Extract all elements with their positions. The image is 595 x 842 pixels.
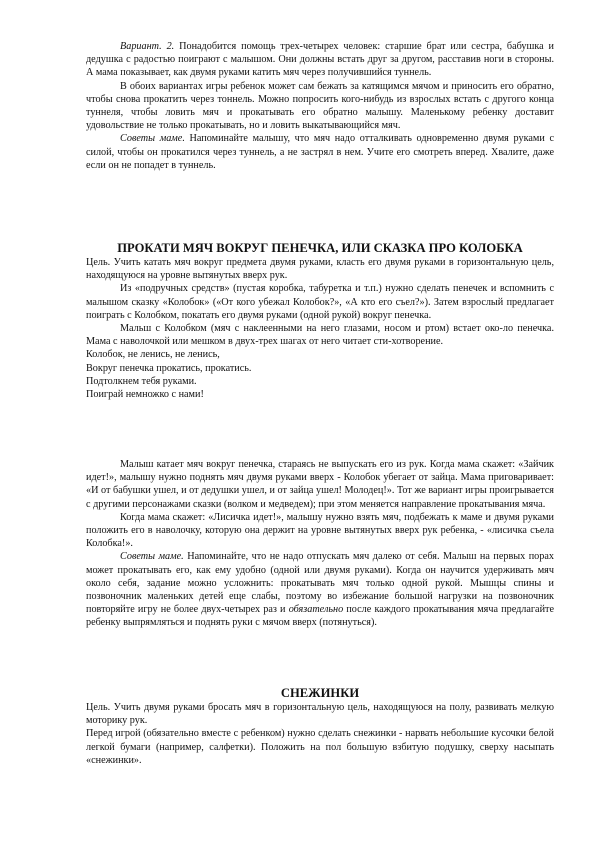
verse-line: Подтолкнем тебя руками. xyxy=(86,375,197,387)
mom-tips-label: Советы маме. xyxy=(120,133,185,145)
section-kolobok xyxy=(86,241,554,401)
kolobok-verse xyxy=(86,348,554,401)
section-tunnel-game xyxy=(86,40,554,172)
kolobok-title: ПРОКАТИ МЯЧ ВОКРУГ ПЕНЕЧКА, ИЛИ СКАЗКА ПРО КОЛОБКА xyxy=(117,241,523,255)
verse-line: Поиграй немножко с нами! xyxy=(86,389,204,401)
section-kolobok-continued xyxy=(86,458,554,630)
mom-tips-paragraph xyxy=(86,132,554,172)
verse-line: Колобок, не ленись, не ленись, xyxy=(86,349,220,361)
verse-line: Вокруг пенечка прокатись, прокатись. xyxy=(86,362,252,374)
mom-tips-text: Напоминайте малышу, что мяч надо отталкивать одновременно двумя руками с силой, чтобы он прокатился через туннель, а не застрял в нем. Учите его смотреть вперед. Хвалите, даже если он не попадет в туннель. xyxy=(86,133,554,171)
snowflakes-goal: Цель. Учить двумя руками бросать мяч в горизонтальную цель, находящуюся на полу, развивать мелкую моторику рук. xyxy=(86,702,554,727)
variant-text: Понадобится помощь трех-четырех человек: старшие брат или сестра, бабушка и дедушка с радостью поиграют с малышом. Они должны встать друг за другом, расставив ноги в стороны. А мама показывает, как двумя руками катить мяч через получившийся туннель. xyxy=(86,41,554,79)
variant-label: Вариант. 2. xyxy=(120,41,175,52)
kolobok-goal: Цель. Учить катать мяч вокруг предмета двумя руками, класть его двумя руками в горизонтальную цель, находящуюся на уровне вытянутых вверх рук. xyxy=(86,257,554,282)
kolobok-tips-text-a: Напоминайте, что не надо отпускать мяч далеко от себя. Малыш на первых порах может прокатывать его, как ему удобно (одной или двумя руками). Когда он научится удерживать мяч около себя, задание можно усложнить: прокатывать мяч только одной рукой. Мышцы спины и позвоночник маленьких детей еще слабы, поэтому во избежание большой нагрузки на позвоночник повторяйте игру не более двух-четырех раз и xyxy=(86,551,554,616)
kolobok-tips-emphasis: обязательно xyxy=(288,604,344,616)
kolobok-paragraph-3: Малыш катает мяч вокруг пенечка, стараясь не выпускать его из рук. Когда мама скажет: «Зайчик идет!», малышу нужно поднять мяч двумя руками вверх - Колобок убегает от зайца. Мама приговаривает: «И от бабушки ушел, и от дедушки ушел, и от зайца ушел! Молодец!». Тот же вариант игры проигрывается с другими персонажами сказки (волком и медведем); при этом меняется направление прокатывания мяча. xyxy=(86,459,554,510)
snowflakes-title: СНЕЖИНКИ xyxy=(280,686,360,700)
kolobok-tips-text-b: после каждого прокатывания мяча предлагайте ребенку выпрямляться и поднять руки с мячом вверх (потянуться). xyxy=(86,604,555,629)
kolobok-paragraph-1: Из «подручных средств» (пустая коробка, табуретка и т.п.) нужно сделать пенечек и вспомнить с малышом сказку «Колобок» («От кого убежал Колобок?», «А кто его съел?»). Затем взрослый предлагает поиграть с Колобком, покатать его двумя руками (одной рукой) вокруг пенечка. xyxy=(86,283,554,321)
kolobok-paragraph-4: Когда мама скажет: «Лисичка идет!», малышу нужно взять мяч, подбежать к маме и двумя руками положить его в наволочку, которую она держит на уровне вытянутых вверх рук ребенка, - «лисичка съела Колобка!». xyxy=(86,511,554,550)
kolobok-tips-label: Советы маме. xyxy=(120,551,184,563)
snowflakes-paragraph-1: Перед игрой (обязательно вместе с ребенком) нужно сделать снежинки - нарвать небольшие кусочки белой легкой бумаги (например, салфетки). Положить на пол большую взбитую подушку, сверху насыпать «снежинки». xyxy=(86,728,554,766)
variant-2-paragraph xyxy=(86,40,554,80)
both-variants-paragraph: В обоих вариантах игры ребенок может сам бежать за катящимся мячом и приносить его обратно, чтобы снова прокатить через тоннель. Можно попросить кого-нибудь из взрослых встать с другого конца туннеля, чтобы ловить мяч и прокатывать его обратно малышу. Маленькому ребенку доставит удовольствие не только прокатывать, но и ловить выкатывающийся мяч. xyxy=(86,80,554,132)
kolobok-tips-paragraph xyxy=(86,550,554,629)
kolobok-paragraph-2: Мальш с Колобком (мяч с наклеенными на него глазами, носом и ртом) встает око-ло пенечка. Мама с наволочкой или мешком в двух-трех шагах от него читает сти-хотворение. xyxy=(86,323,554,348)
section-snowflakes xyxy=(86,686,554,767)
